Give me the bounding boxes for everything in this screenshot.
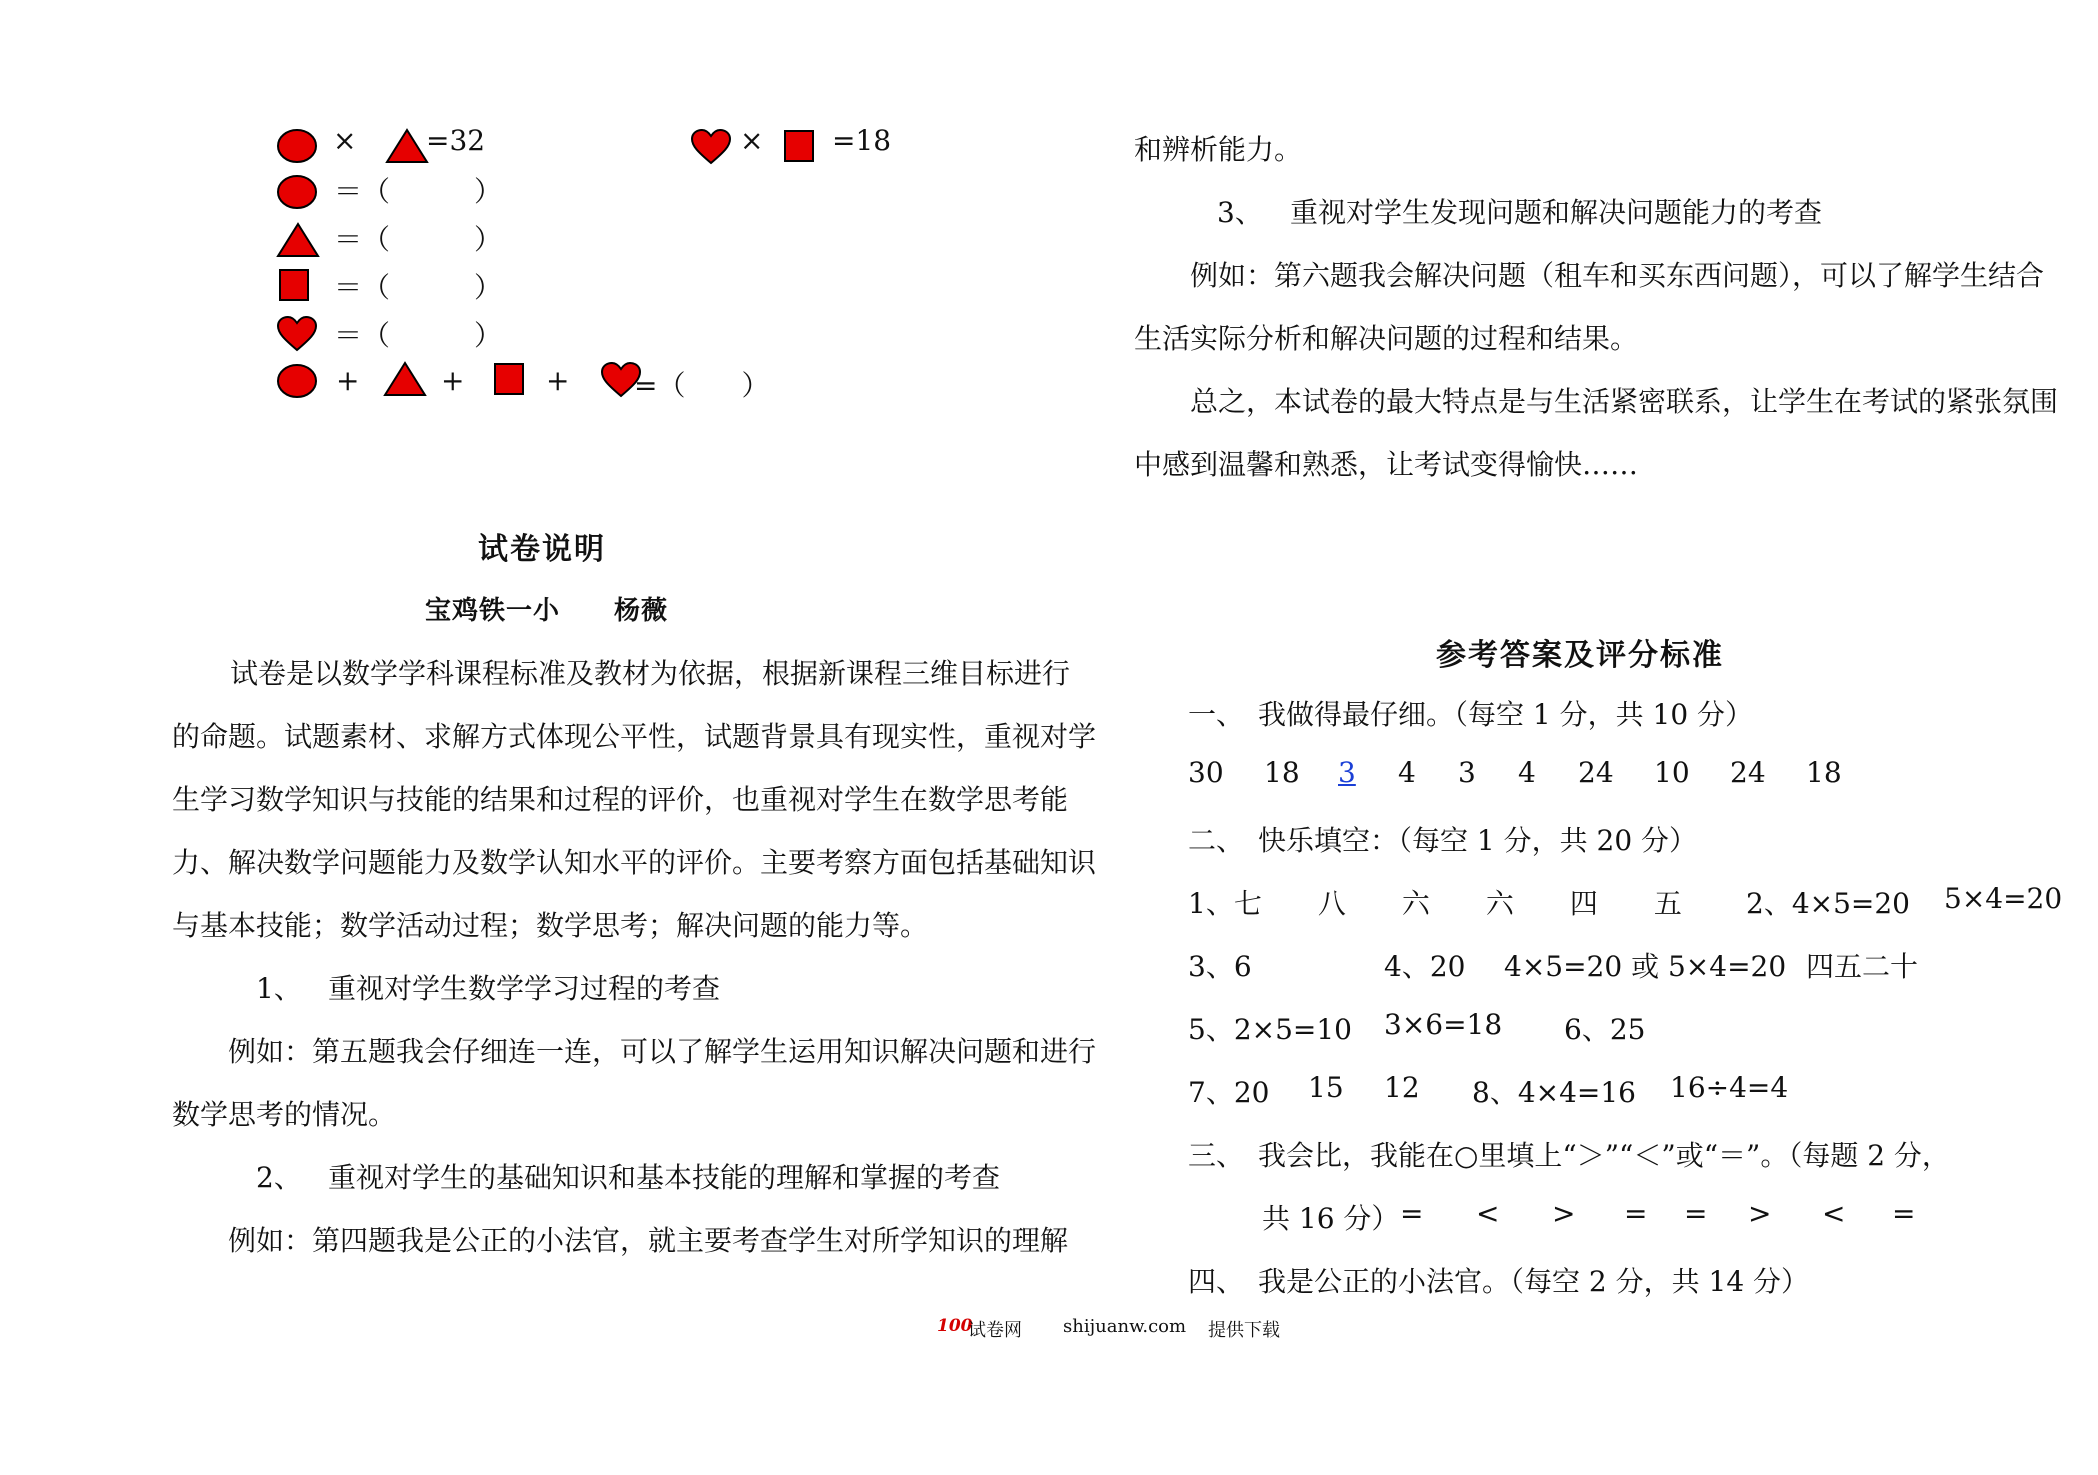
answer-line: 5×4=20	[1944, 882, 2063, 915]
point2-heading: 重视对学生的基础知识和基本技能的理解和掌握的考查	[328, 1161, 1001, 1194]
intro-line: 的命题。试题素材、求解方式体现公平性，试题背景具有现实性，重视对学	[172, 720, 1097, 753]
answer-line: 15	[1308, 1071, 1344, 1104]
sum-result: =（ ）	[634, 369, 770, 402]
plus-sign: +	[336, 364, 360, 397]
answer-blank: ＝（ ）	[334, 319, 503, 352]
point3-line: 例如：第六题我会解决问题（租车和买东西问题），可以了解学生结合	[1190, 259, 2045, 292]
times-sign: ×	[740, 124, 764, 157]
triangle-icon	[276, 222, 320, 258]
point1-line: 数学思考的情况。	[172, 1098, 397, 1131]
comparison-value: =	[1684, 1197, 1708, 1230]
square-icon	[279, 269, 309, 301]
answer-line: 8、4×4=16	[1472, 1076, 1636, 1109]
eq2-result: =18	[832, 124, 892, 157]
answer-blank: ＝（ ）	[334, 175, 503, 208]
answer-value: 18	[1806, 756, 1842, 789]
square-icon	[784, 130, 814, 162]
circle-icon	[276, 363, 318, 399]
answer-blank: ＝（ ）	[334, 223, 503, 256]
comparison-value: =	[1892, 1197, 1916, 1230]
point3-line: 生活实际分析和解决问题的过程和结果。	[1134, 322, 1639, 355]
point1-heading: 重视对学生数学学习过程的考查	[328, 972, 721, 1005]
site-name: 试卷网	[968, 1320, 1022, 1341]
answer-line: 2、4×5=20	[1746, 887, 1910, 920]
answer-value: 4	[1398, 756, 1416, 789]
answer-value: 18	[1264, 756, 1300, 789]
answers-title: 参考答案及评分标准	[1436, 638, 1724, 673]
summary-line: 总之，本试卷的最大特点是与生活紧密联系，让学生在考试的紧张氛围	[1190, 385, 2059, 418]
section3-continuation: 共 16 分）	[1262, 1202, 1400, 1235]
answer-line: 四五二十	[1806, 950, 1919, 983]
times-sign: ×	[333, 124, 357, 157]
answer-value: 3	[1458, 756, 1476, 789]
triangle-icon	[385, 128, 429, 164]
point1-number: 1、	[256, 972, 302, 1005]
section1-heading: 一、 我做得最仔细。（每空 1 分，共 10 分）	[1188, 698, 1754, 731]
answer-value: 4	[1518, 756, 1536, 789]
answer-line: 1、七 八 六 六 四 五	[1188, 887, 1682, 920]
answer-line: 3、6	[1188, 950, 1252, 983]
site-logo: 100	[937, 1316, 973, 1336]
answer-value: 24	[1578, 756, 1614, 789]
comparison-value: <	[1822, 1197, 1846, 1230]
point1-line: 例如：第五题我会仔细连一连，可以了解学生运用知识解决问题和进行	[228, 1035, 1097, 1068]
answer-value: 24	[1730, 756, 1766, 789]
comparison-value: >	[1552, 1197, 1576, 1230]
point2-number: 2、	[256, 1161, 302, 1194]
point3-number: 3、	[1217, 196, 1263, 229]
download-label: 提供下载	[1208, 1320, 1280, 1341]
answer-line: 7、20	[1188, 1076, 1270, 1109]
comparison-value: =	[1400, 1197, 1424, 1230]
section2-heading: 二、 快乐填空：（每空 1 分，共 20 分）	[1188, 824, 1698, 857]
circle-icon	[276, 128, 318, 164]
square-icon	[494, 363, 524, 395]
comparison-value: >	[1748, 1197, 1772, 1230]
explanation-byline: 宝鸡铁一小 杨薇	[425, 596, 669, 626]
intro-line: 与基本技能；数学活动过程；数学思考；解决问题的能力等。	[172, 909, 929, 942]
intro-line: 试卷是以数学学科课程标准及教材为依据，根据新课程三维目标进行	[230, 657, 1071, 690]
circle-icon	[276, 174, 318, 210]
answer-value-link[interactable]: 3	[1338, 756, 1356, 789]
plus-sign: +	[441, 364, 465, 397]
triangle-icon	[383, 361, 427, 397]
section4-heading: 四、 我是公正的小法官。（每空 2 分，共 14 分）	[1188, 1265, 1810, 1298]
answer-line: 12	[1384, 1071, 1420, 1104]
eq1-result: =32	[426, 124, 486, 157]
answer-value: 30	[1188, 756, 1224, 789]
answer-line: 16÷4=4	[1670, 1071, 1789, 1104]
answer-blank: ＝（ ）	[334, 271, 503, 304]
comparison-value: <	[1476, 1197, 1500, 1230]
explanation-title: 试卷说明	[478, 532, 606, 567]
point2-continuation: 和辨析能力。	[1134, 133, 1303, 166]
heart-icon	[276, 315, 318, 353]
answer-line: 6、25	[1564, 1013, 1646, 1046]
answer-line: 4、20	[1384, 950, 1466, 983]
plus-sign: +	[546, 364, 570, 397]
answer-line: 4×5=20 或 5×4=20	[1504, 950, 1787, 983]
summary-line: 中感到温馨和熟悉，让考试变得愉快……	[1134, 448, 1639, 481]
section3-heading: 三、 我会比，我能在○里填上“＞”“＜”或“＝”。（每题 2 分，	[1188, 1139, 1950, 1172]
heart-icon	[690, 128, 732, 166]
intro-line: 生学习数学知识与技能的结果和过程的评价，也重视对学生在数学思考能	[172, 783, 1069, 816]
answer-line: 5、2×5=10	[1188, 1013, 1352, 1046]
point3-heading: 重视对学生发现问题和解决问题能力的考查	[1290, 196, 1823, 229]
answer-line: 3×6=18	[1384, 1008, 1503, 1041]
comparison-value: =	[1624, 1197, 1648, 1230]
point2-line: 例如：第四题我是公正的小法官，就主要考查学生对所学知识的理解	[228, 1224, 1069, 1257]
answer-value: 10	[1654, 756, 1690, 789]
intro-line: 力、解决数学问题能力及数学认知水平的评价。主要考察方面包括基础知识	[172, 846, 1097, 879]
site-domain[interactable]: shijuanw.com	[1063, 1316, 1187, 1337]
